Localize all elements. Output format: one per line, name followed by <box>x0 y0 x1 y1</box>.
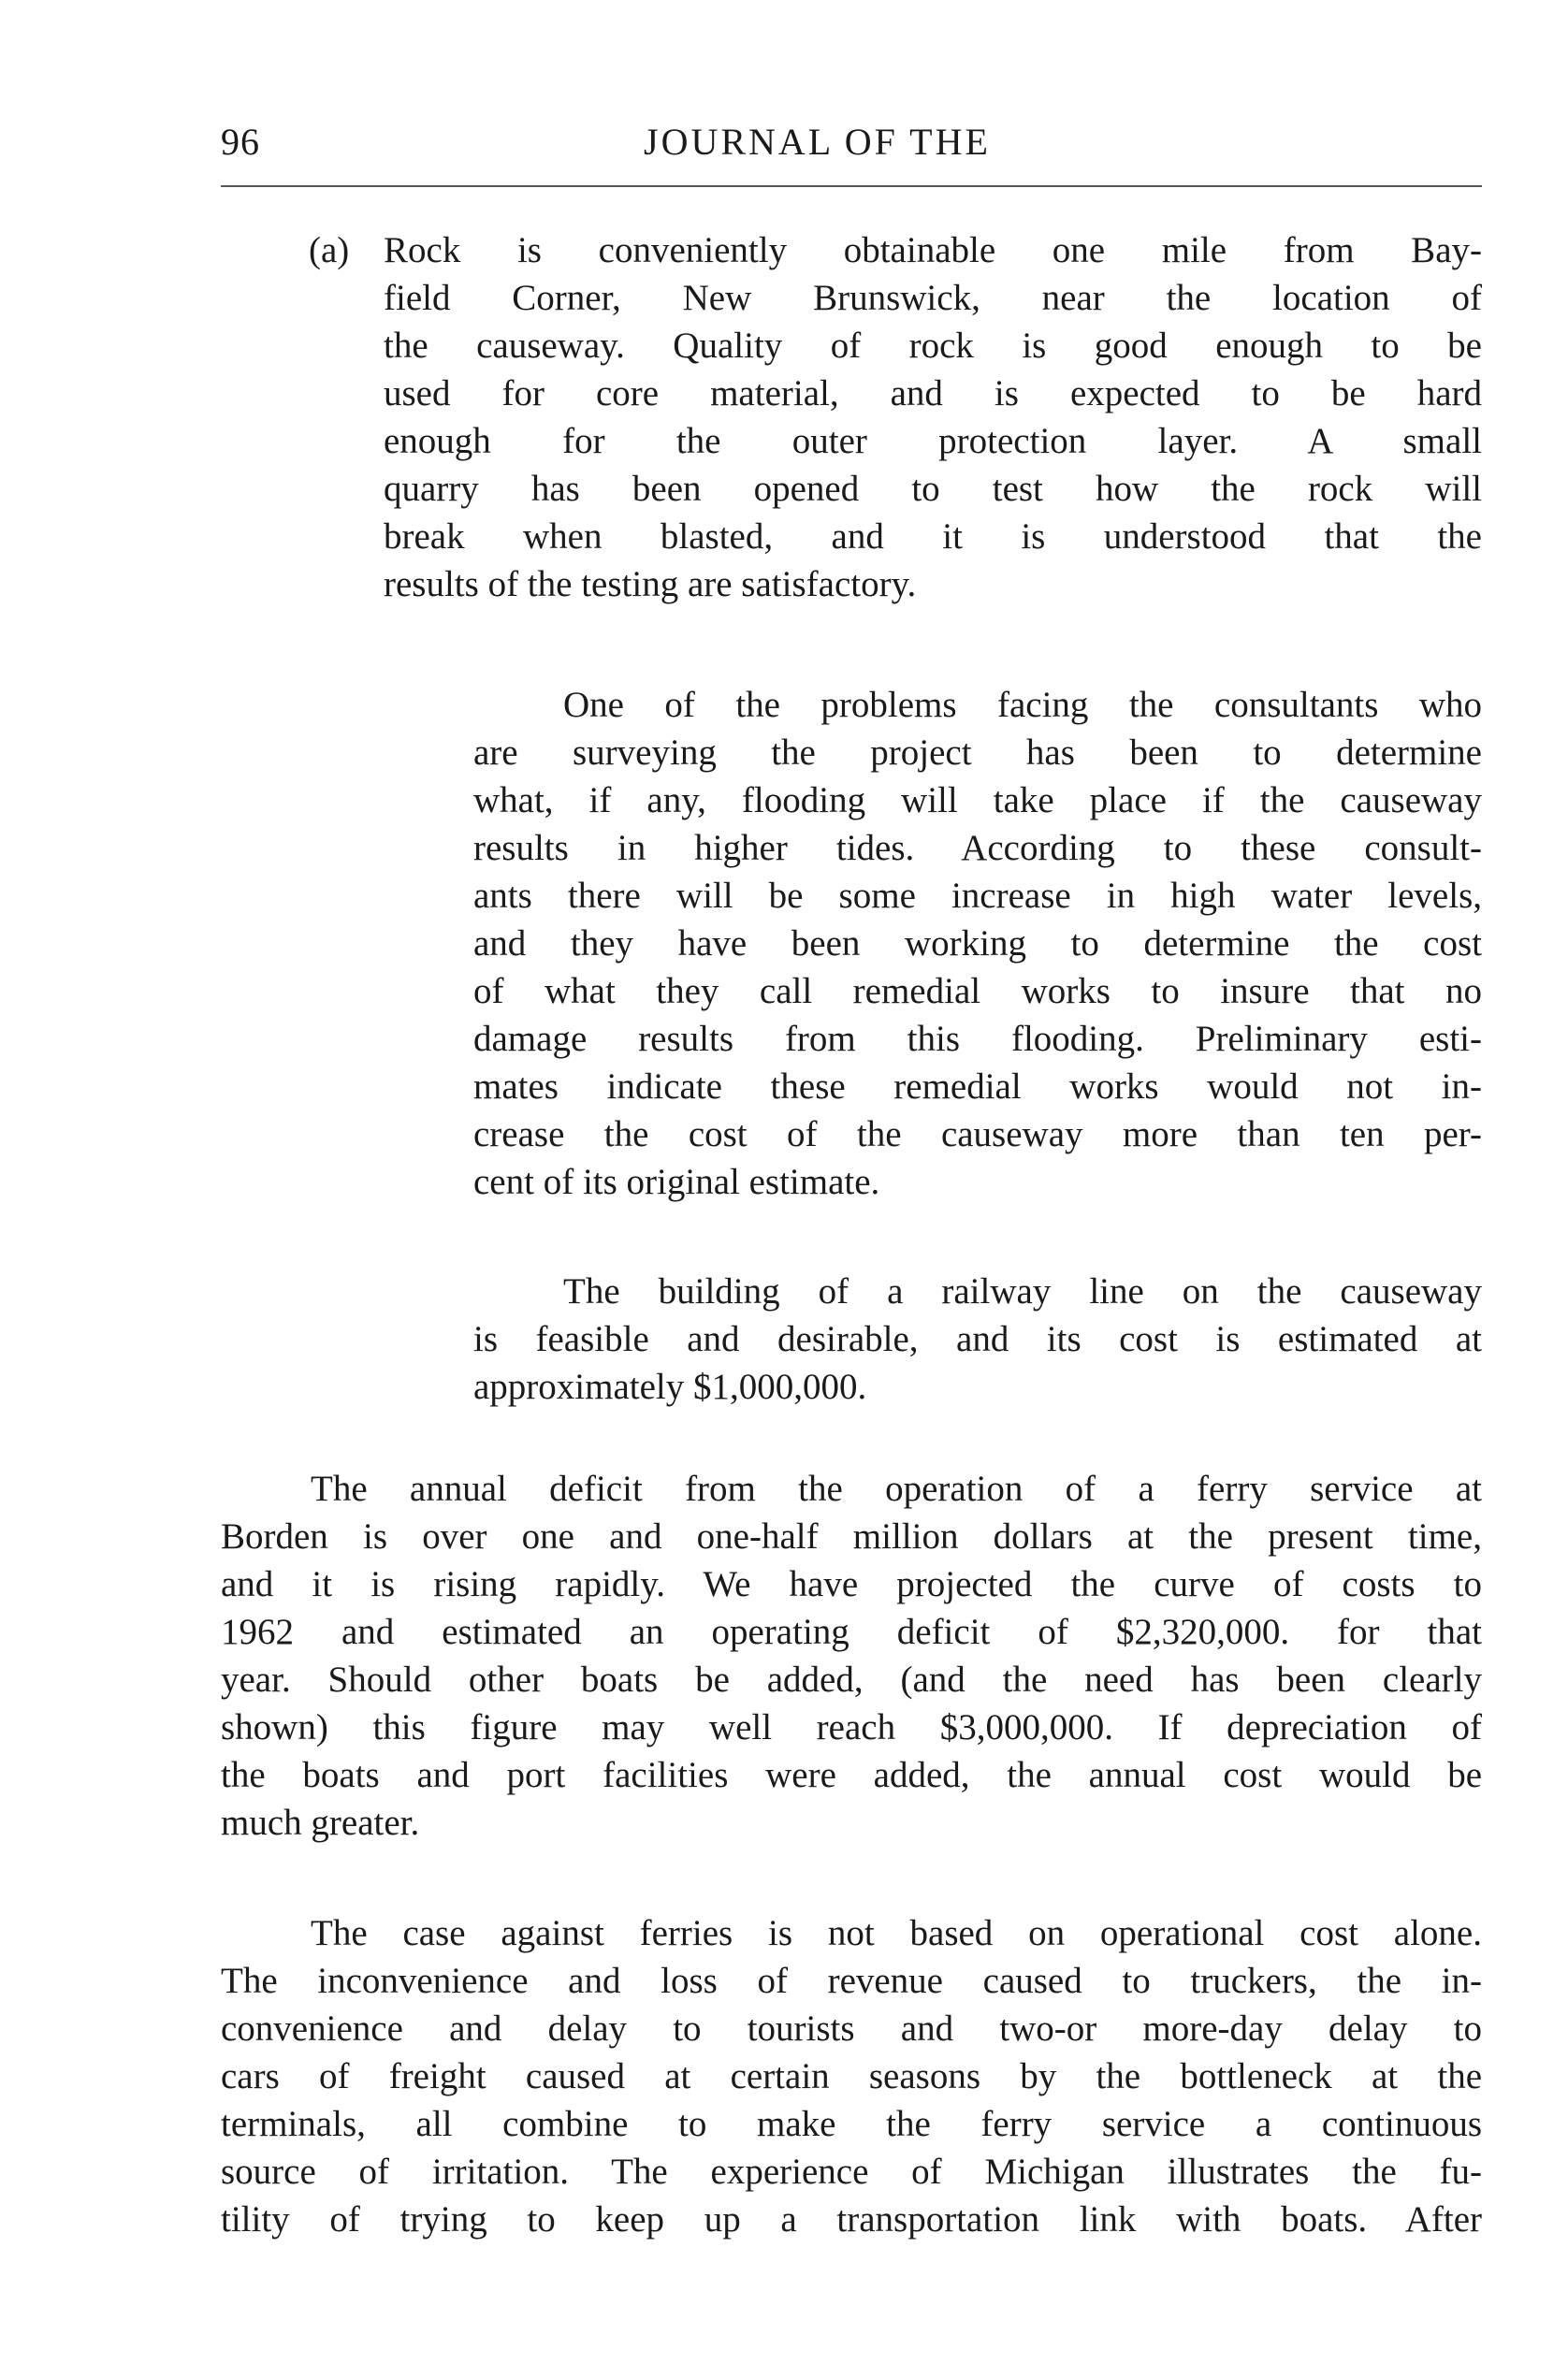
text-line: terminals, all combine to make the ferry service a continuous <box>221 2104 1482 2144</box>
text-line: cars of freight caused at certain seasons by the bottleneck at the <box>221 2056 1482 2096</box>
text-line: is feasible and desirable, and its cost is estimated at <box>473 1319 1482 1359</box>
text-line: break when blasted, and it is understood that the <box>384 516 1482 557</box>
text-line: Rock is conveniently obtainable one mile from Bay- <box>384 230 1482 270</box>
header-rule <box>221 185 1482 187</box>
text-line: results of the testing are satisfactory. <box>384 564 917 604</box>
text-line: One of the problems facing the consultants who <box>563 685 1482 725</box>
text-line: mates indicate these remedial works would not in- <box>473 1066 1482 1107</box>
text-line: enough for the outer protection layer. A small <box>384 421 1482 461</box>
text-line: of what they call remedial works to insure that no <box>473 971 1482 1011</box>
text-line: convenience and delay to tourists and two-or more-day delay to <box>221 2008 1482 2049</box>
text-line: and they have been working to determine the cost <box>473 923 1482 964</box>
text-line: field Corner, New Brunswick, near the location of <box>384 278 1482 318</box>
text-line: the causeway. Quality of rock is good enough to be <box>384 326 1482 366</box>
paragraph-flooding <box>473 681 1482 1206</box>
list-marker: (a) <box>309 230 350 270</box>
text-line: used for core material, and is expected to be hard <box>384 373 1482 413</box>
text-line: The case against ferries is not based on operational cost alone. <box>311 1913 1482 1953</box>
text-line: quarry has been opened to test how the rock will <box>384 469 1482 509</box>
paragraph-railway <box>473 1268 1482 1411</box>
text-line: The inconvenience and loss of revenue caused to truckers, the in- <box>221 1961 1482 2001</box>
paragraph-deficit <box>221 1465 1482 1847</box>
text-line: results in higher tides. According to these consult- <box>473 828 1482 868</box>
text-line: Borden is over one and one-half million dollars at the present time, <box>221 1516 1482 1557</box>
text-line: much greater. <box>221 1803 420 1843</box>
text-line: cent of its original estimate. <box>473 1162 880 1202</box>
text-line: The building of a railway line on the causeway <box>563 1271 1482 1312</box>
text-line: shown) this figure may well reach $3,000,000. If depreciation of <box>221 1707 1482 1747</box>
text-line: The annual deficit from the operation of a ferry service at <box>311 1469 1482 1509</box>
paragraph-case-against-ferries <box>221 1909 1482 2243</box>
text-line: tility of trying to keep up a transportation link with boats. After <box>221 2199 1482 2240</box>
page-header <box>221 120 1482 176</box>
list-item-a <box>309 226 1482 608</box>
running-head: JOURNAL OF THE <box>644 121 991 163</box>
text-line: ants there will be some increase in high water levels, <box>473 876 1482 916</box>
text-line: approximately $1,000,000. <box>473 1367 867 1407</box>
text-line: the boats and port facilities were added, the annual cost would be <box>221 1755 1482 1795</box>
text-line: source of irritation. The experience of Michigan illustrates the fu- <box>221 2152 1482 2192</box>
text-line: what, if any, flooding will take place if the causeway <box>473 780 1482 820</box>
text-line: and it is rising rapidly. We have projected the curve of costs to <box>221 1564 1482 1604</box>
text-line: crease the cost of the causeway more than ten per- <box>473 1114 1482 1154</box>
page-number: 96 <box>221 121 260 163</box>
text-line: damage results from this flooding. Preliminary esti- <box>473 1019 1482 1059</box>
text-line: 1962 and estimated an operating deficit of $2,320,000. for that <box>221 1612 1482 1652</box>
text-line: year. Should other boats be added, (and the need has been clearly <box>221 1660 1482 1700</box>
text-line: are surveying the project has been to determine <box>473 732 1482 773</box>
